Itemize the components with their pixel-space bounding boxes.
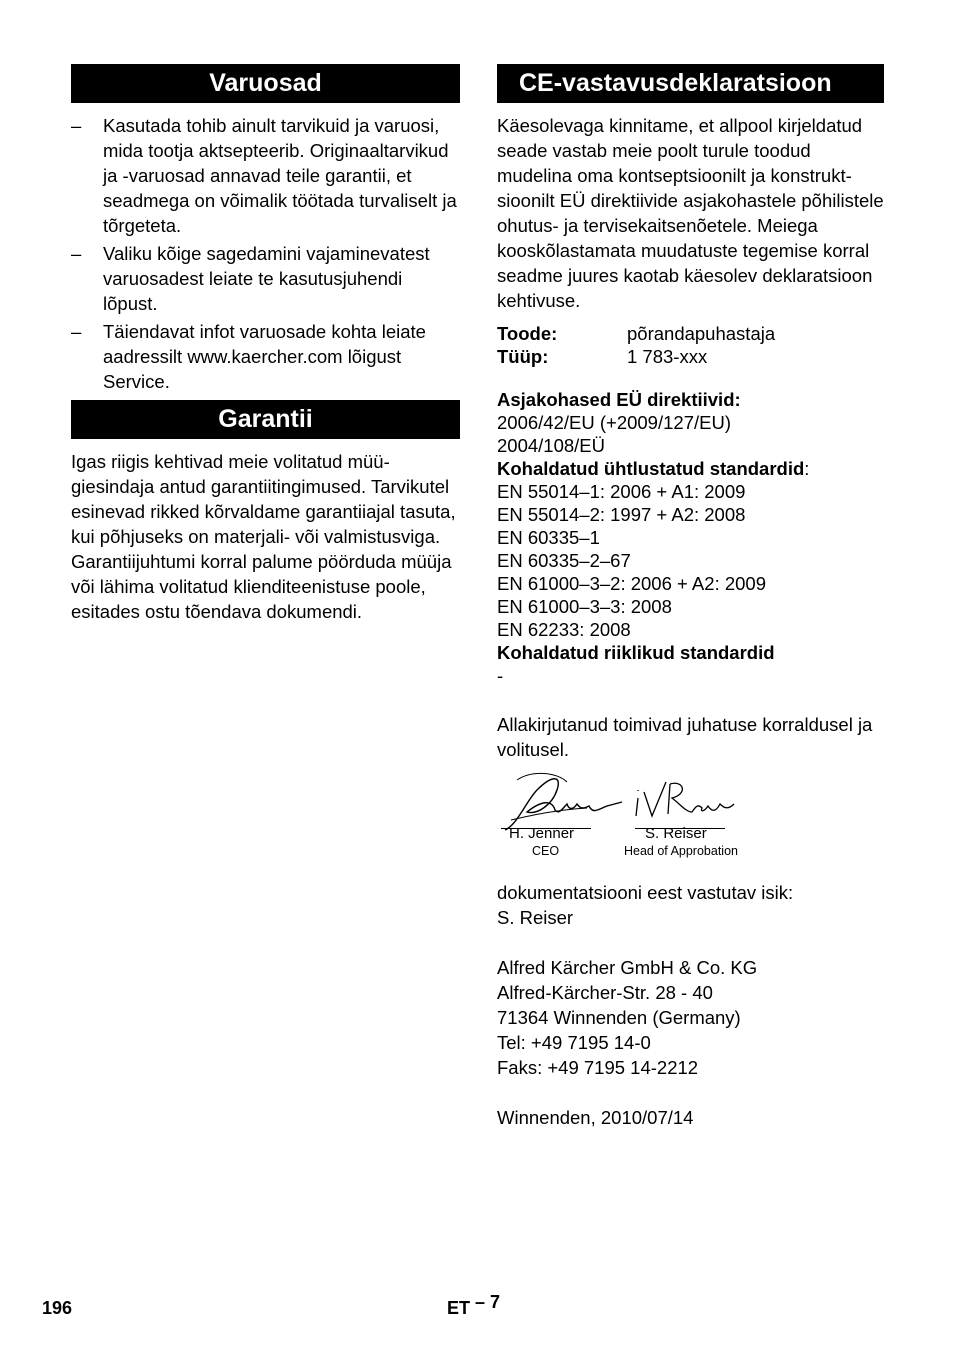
directives-label: Asjakohased EÜ direktiivid: xyxy=(497,389,741,410)
directive-item: 2004/108/EÜ xyxy=(497,435,606,456)
signer2-name: S. Reiser xyxy=(645,825,707,842)
standard-item: EN 62233: 2008 xyxy=(497,619,631,640)
national-value: - xyxy=(497,665,504,686)
responsible-block xyxy=(497,880,884,930)
harmonized-label-row: Kohaldatud ühtlustatud standardid: xyxy=(497,458,810,479)
product-info xyxy=(497,322,884,368)
ce-heading: CE-vastavusdeklaratsioon xyxy=(497,64,884,103)
address-line: 71364 Winnenden (Germany) xyxy=(497,1007,741,1028)
signer1-name: H. Jenner xyxy=(509,825,575,842)
standard-item: EN 55014–1: 2006 + A1: 2009 xyxy=(497,481,746,502)
signer1-role: CEO xyxy=(532,844,560,858)
address-line: Tel: +49 7195 14-0 xyxy=(497,1032,651,1053)
address-line: Alfred-Kärcher-Str. 28 - 40 xyxy=(497,982,713,1003)
national-label: Kohaldatud riiklikud standardid xyxy=(497,642,775,663)
place-date: Winnenden, 2010/07/14 xyxy=(497,1107,694,1128)
responsible-label: dokumentatsiooni eest vastutav isik: xyxy=(497,882,794,903)
left-column xyxy=(71,64,460,624)
varuosad-heading: Varuosad xyxy=(71,64,460,103)
signer2-role: Head of Approbation xyxy=(624,844,738,858)
standard-item: EN 60335–2–67 xyxy=(497,550,631,571)
varuosad-list xyxy=(71,113,460,394)
signatures xyxy=(497,770,884,870)
address-line: Faks: +49 7195 14-2212 xyxy=(497,1057,699,1078)
directives-block xyxy=(497,388,884,687)
page-number: 196 xyxy=(42,1298,73,1318)
garantii-text: Igas riigis kehtivad meie volitatud müügiesindaja antud garantiitingimused. Tarvikutel esinevad rikked kõrvaldame garantiiajal tasuta, kui põhjuseks on materjali- või valmistusviga. Garantiijuhtumi korral palume pöörduda müüja või lähima volitatud klienditeenistuse poole, esitades ostu tõendava dokumendi. xyxy=(71,451,456,622)
type-row: Tüüp: 1 783-xxx xyxy=(497,346,708,367)
address-block xyxy=(497,955,884,1080)
standard-item: EN 61000–3–3: 2008 xyxy=(497,596,672,617)
signature-reiser-icon xyxy=(632,778,752,828)
address-line: Alfred Kärcher GmbH & Co. KG xyxy=(497,957,758,978)
standard-item: EN 55014–2: 1997 + A2: 2008 xyxy=(497,504,746,525)
responsible-name: S. Reiser xyxy=(497,907,574,928)
right-column xyxy=(497,64,884,1130)
ce-intro: Käesolevaga kinnitame, et allpool kirjeldatud seade vastab meie poolt turule toodud mudelina oma kontseptsioonilt ja konstruktsioonilt EÜ direktiivide asjakohastele põhilistele ohutus- ja tervisekaitsenõetele. Meiega kooskõlastamata muudatuste tegemise korral seadme juures kaotab käesolev deklaratsioon kehtivuse. xyxy=(497,115,884,311)
garantii-heading: Garantii xyxy=(71,400,460,439)
standard-item: EN 60335–1 xyxy=(497,527,600,548)
directive-item: 2006/42/EU (+2009/127/EU) xyxy=(497,412,731,433)
standard-item: EN 61000–3–2: 2006 + A2: 2009 xyxy=(497,573,766,594)
footer-lang: ET – 7 xyxy=(447,1292,501,1318)
list-item: – Kasutada tohib ainult tarvikuid ja varuosi, mida tootja aktsepteerib. Originaaltarvikud ja -varuosad annavad teile garantii, et seadmega on võimalik töötada turvaliselt ja tõrgeteta. xyxy=(71,115,457,236)
list-item: – Täiendavat infot varuosade kohta leiate aadressilt www.kaercher.com lõigust Service. xyxy=(71,321,426,392)
signers-text: Allakirjutanud toimivad juhatuse korraldusel ja volitusel. xyxy=(497,714,873,760)
product-row: Toode: põrandapuhastaja xyxy=(497,323,776,344)
list-item: – Valiku kõige sagedamini vajaminevatest varuosadest leiate te kasutusjuhendi lõpust. xyxy=(71,243,430,314)
